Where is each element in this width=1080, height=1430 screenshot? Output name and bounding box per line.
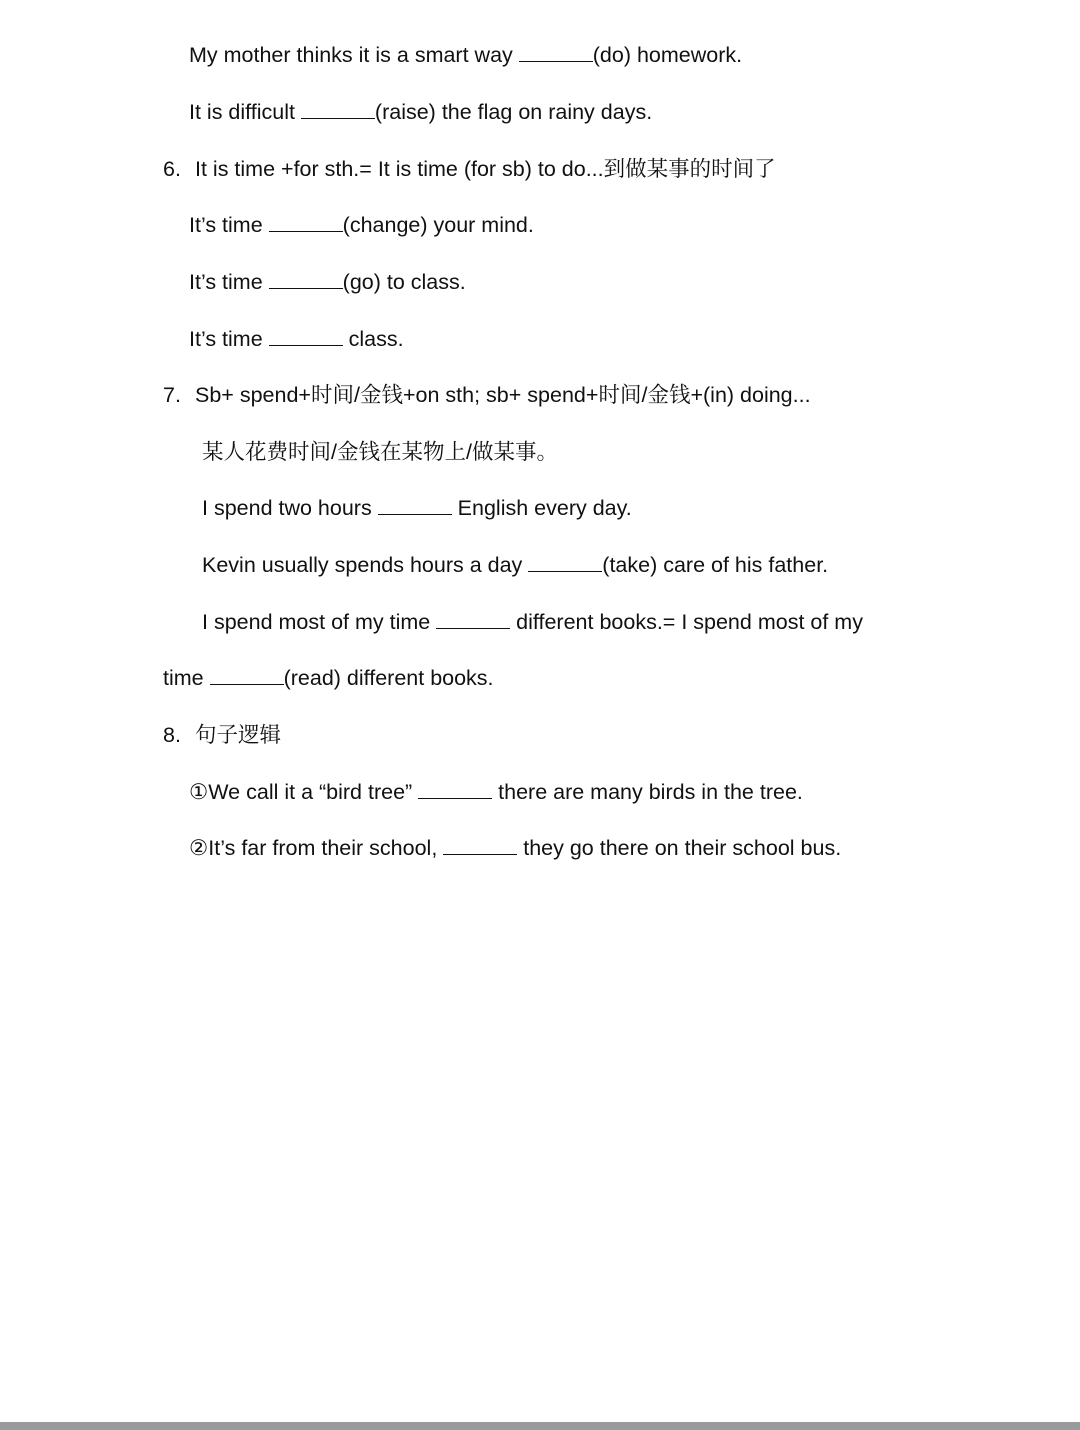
- line-text: I spend two hours: [202, 496, 378, 520]
- section-title-cn: 到做某事的时间了: [603, 157, 776, 182]
- exercise-line-time-class: [189, 325, 404, 353]
- line-text: My mother thinks it is a smart way: [189, 43, 519, 67]
- explanation-cn: 某人花费时间: [202, 440, 332, 465]
- explanation-sep: /: [331, 440, 337, 464]
- line-text: (do) homework.: [592, 43, 743, 67]
- line-text: Kevin usually spends hours a day: [202, 553, 529, 577]
- section-title: Sb+ spend+: [195, 383, 311, 407]
- line-text: I spend most of my time: [202, 610, 437, 634]
- exercise-line-raise-flag: [189, 98, 652, 126]
- section-title-cn: 时间: [310, 383, 354, 408]
- exercise-line-change-mind: [189, 211, 534, 239]
- answer-blank: [301, 98, 375, 119]
- section-title-cn: 金钱: [359, 383, 403, 408]
- answer-blank: [269, 268, 343, 289]
- answer-blank: [378, 494, 452, 515]
- line-text: English every day.: [451, 496, 632, 520]
- section-title: +(in) doing...: [690, 383, 811, 407]
- section-title: +on sth; sb+ spend+: [402, 383, 599, 407]
- answer-blank: [269, 211, 343, 232]
- exercise-line-spend-english: [202, 494, 632, 522]
- line-text: (take) care of his father.: [602, 553, 829, 577]
- answer-blank: [418, 778, 492, 799]
- line-text: time: [163, 666, 210, 690]
- section-title: /: [641, 383, 648, 407]
- exercise-line-take-care: [202, 551, 828, 579]
- section-8-heading: [163, 721, 281, 750]
- line-text: ①We call it a “bird tree”: [189, 780, 419, 804]
- exercise-line-school-bus: [189, 834, 841, 862]
- line-text: It is difficult: [189, 100, 301, 124]
- line-text: (raise) the flag on rainy days.: [374, 100, 653, 124]
- section-title-cn: 时间: [598, 383, 642, 408]
- section-number: 7.: [163, 383, 181, 407]
- answer-blank: [210, 664, 284, 685]
- exercise-line-bird-tree: [189, 778, 803, 806]
- section-7-explanation: [202, 438, 558, 467]
- section-number: 6.: [163, 157, 181, 181]
- line-text: (go) to class.: [342, 270, 466, 294]
- answer-blank: [443, 834, 517, 855]
- line-text: It’s time: [189, 327, 269, 351]
- line-text: class.: [342, 327, 404, 351]
- section-title-cn: 句子逻辑: [195, 723, 282, 748]
- answer-blank: [269, 325, 343, 346]
- bottom-bar: [0, 1422, 1080, 1430]
- line-text: (read) different books.: [283, 666, 494, 690]
- line-text: ②It’s far from their school,: [189, 836, 444, 860]
- section-title: /: [353, 383, 360, 407]
- explanation-sep: /: [466, 440, 472, 464]
- exercise-line-read-books: [163, 664, 494, 692]
- section-6-heading: [163, 155, 776, 184]
- section-7-heading: [163, 381, 811, 410]
- answer-blank: [519, 41, 593, 62]
- answer-blank: [436, 608, 510, 629]
- line-text: It’s time: [189, 270, 269, 294]
- line-text: they go there on their school bus.: [517, 836, 842, 860]
- explanation-cn: 金钱在某物上: [337, 440, 467, 465]
- section-title-cn: 金钱: [647, 383, 691, 408]
- line-text: It’s time: [189, 213, 269, 237]
- answer-blank: [528, 551, 602, 572]
- exercise-line-do-homework: [189, 41, 742, 69]
- section-number: 8.: [163, 723, 181, 747]
- section-title: It is time +for sth.= It is time (for sb) to do...: [195, 157, 604, 181]
- line-text: there are many birds in the tree.: [492, 780, 803, 804]
- explanation-cn: 做某事。: [472, 440, 559, 465]
- exercise-line-go-class: [189, 268, 466, 296]
- exercise-line-books: [202, 608, 863, 636]
- line-text: different books.= I spend most of my: [510, 610, 863, 634]
- line-text: (change) your mind.: [342, 213, 534, 237]
